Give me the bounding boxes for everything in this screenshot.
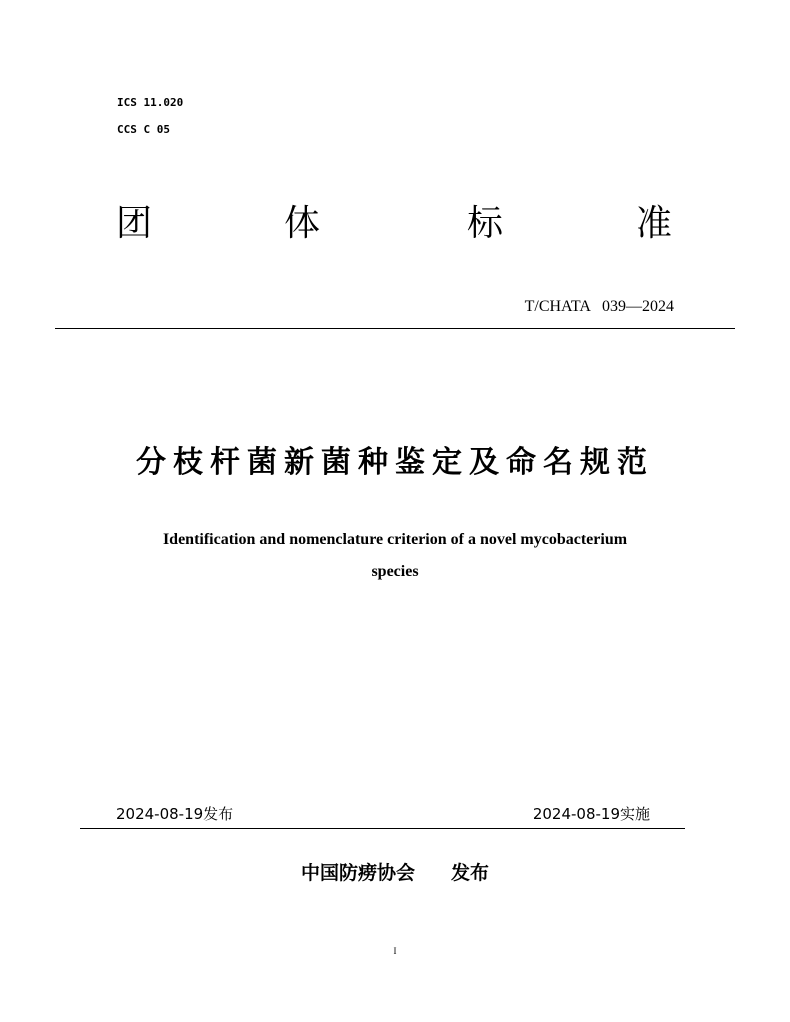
category-char: 团	[116, 203, 153, 244]
standard-number: T/CHATA 039—2024	[524, 298, 674, 315]
english-title-line: Identification and nomenclature criterion of a novel mycobacterium	[162, 531, 628, 548]
bottom-divider	[80, 828, 685, 829]
chinese-title: 分枝杆菌新菌种鉴定及命名规范	[136, 445, 654, 480]
publisher-action: 发布	[451, 862, 490, 884]
category-char: 标	[467, 203, 504, 244]
publish-date: 2024-08-19发布	[116, 805, 234, 823]
implementation-date: 2024-08-19实施	[532, 805, 650, 823]
ccs-code: CCS C 05	[117, 123, 170, 136]
english-title	[95, 524, 695, 588]
category-char: 准	[636, 203, 673, 244]
english-title-line: species	[371, 563, 419, 580]
ics-code: ICS 11.020	[117, 96, 184, 109]
page-number: I	[393, 946, 397, 956]
standard-category	[116, 200, 676, 250]
top-divider	[55, 328, 735, 329]
publisher-statement	[0, 858, 790, 885]
publisher-name: 中国防痨协会	[300, 862, 415, 884]
category-char: 体	[284, 203, 321, 244]
